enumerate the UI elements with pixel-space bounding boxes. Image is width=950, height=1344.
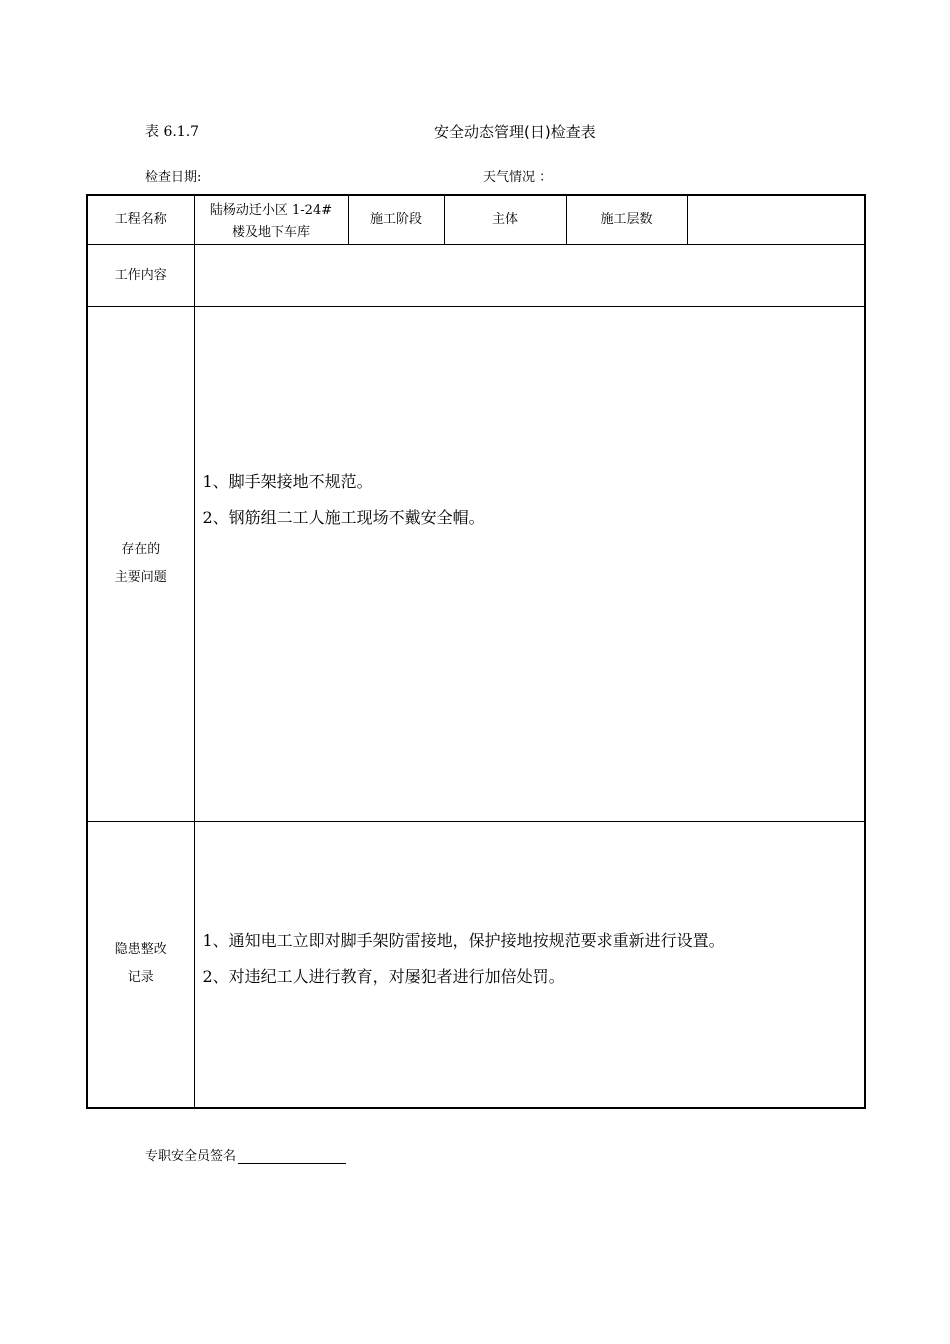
rectification-row (87, 822, 865, 1108)
inspection-table (86, 194, 866, 1109)
project-name-label: 工程名称 (87, 195, 194, 245)
issue-item: 1、脚手架接地不规范。 (202, 472, 373, 491)
work-content-label: 工作内容 (87, 245, 194, 307)
project-row (87, 195, 865, 245)
rectification-label (87, 822, 194, 1108)
signature-field (145, 1145, 346, 1164)
floors-value (687, 195, 865, 245)
floors-label: 施工层数 (566, 195, 687, 245)
signature-line[interactable] (238, 1150, 346, 1164)
document-title: 安全动态管理(日)检查表 (434, 123, 596, 141)
weather-label: 天气情况 ： (483, 170, 553, 185)
project-name-line-1: 陆杨动迁小区 1-24# (209, 203, 333, 218)
project-name-line-2: 楼及地下车库 (231, 225, 310, 240)
stage-value: 主体 (444, 195, 566, 245)
issues-label-line-2: 主要问题 (114, 570, 167, 585)
work-content-value (194, 245, 865, 307)
rectification-content (194, 822, 865, 1108)
inspection-date-label: 检查日期: (145, 170, 202, 185)
signature-label: 专职安全员签名 (145, 1149, 237, 1164)
rectification-item: 1、通知电工立即对脚手架防雷接地，保护接地按规范要求重新进行设置。 (202, 931, 725, 951)
rectification-item: 2、对违纪工人进行教育，对屡犯者进行加倍处罚。 (202, 967, 565, 987)
issue-item: 2、钢筋组二工人施工现场不戴安全帽。 (202, 508, 485, 527)
rectification-label-line-2: 记录 (127, 970, 154, 986)
rectification-label-line-1: 隐患整改 (114, 942, 167, 958)
stage-label: 施工阶段 (348, 195, 444, 245)
project-name-value (194, 195, 348, 245)
issues-row (87, 307, 865, 822)
issues-label (87, 307, 194, 822)
work-row (87, 245, 865, 307)
issues-label-line-1: 存在的 (121, 542, 161, 557)
table-number: 表 6.1.7 (145, 124, 200, 140)
issues-content (194, 307, 865, 822)
